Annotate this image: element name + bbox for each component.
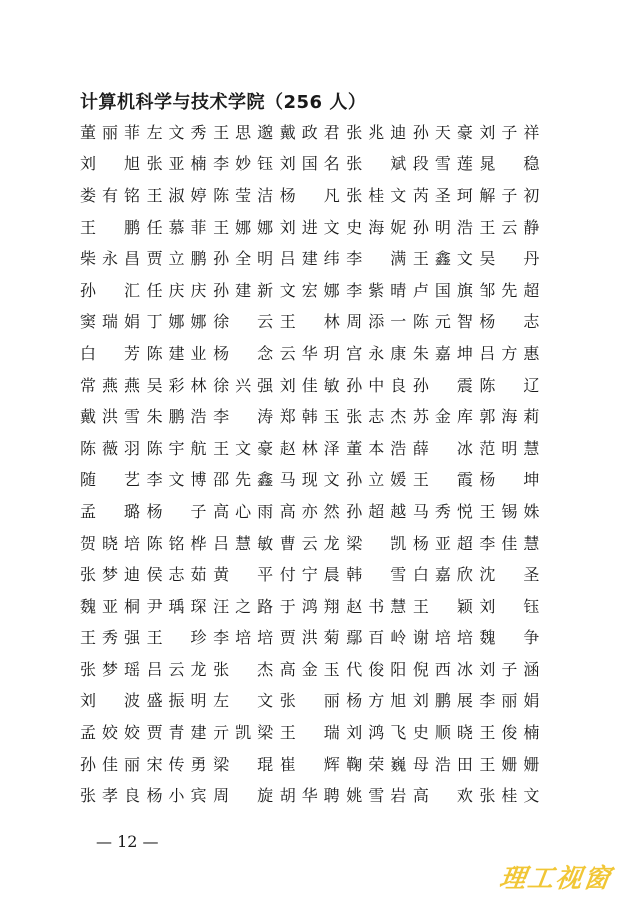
student-name: 贾 青 建 xyxy=(146,723,207,743)
student-name: 杨 方 旭 xyxy=(346,691,407,711)
student-name: 李 佳 慧 xyxy=(479,533,540,553)
student-name: 王 霞 xyxy=(412,470,473,490)
student-name: 杨 念 xyxy=(213,343,274,363)
student-name: 白 嘉 欣 xyxy=(412,565,473,585)
student-name: 郭 海 莉 xyxy=(479,407,540,427)
student-name: 亓 凯 梁 xyxy=(213,723,274,743)
student-name: 倪 西 冰 xyxy=(412,659,473,679)
name-list xyxy=(80,117,546,812)
student-name: 赵 书 慧 xyxy=(346,596,407,616)
student-name: 孙 佳 丽 xyxy=(80,754,140,774)
student-name: 史 海 妮 xyxy=(346,217,407,237)
student-name: 邹 先 超 xyxy=(479,280,540,300)
student-name: 董 丽 菲 xyxy=(80,122,140,142)
student-name: 任 庆 庆 xyxy=(146,280,207,300)
student-name: 王 颖 xyxy=(412,596,473,616)
student-name: 吴 彩 林 xyxy=(146,375,207,395)
student-name: 王 秀 强 xyxy=(80,628,140,648)
student-name: 盛 振 明 xyxy=(146,691,207,711)
student-name: 孙 全 明 xyxy=(213,249,274,269)
student-name: 杨 亚 超 xyxy=(412,533,473,553)
student-name: 陈 薇 羽 xyxy=(80,438,140,458)
student-name: 黄 平 xyxy=(213,565,274,585)
student-name: 刘 子 涵 xyxy=(479,659,540,679)
student-name: 李 文 博 xyxy=(146,470,207,490)
student-name: 周 添 一 xyxy=(346,312,407,332)
student-name: 于 鸿 翔 xyxy=(279,596,340,616)
student-name: 李 培 培 xyxy=(213,628,274,648)
student-name: 朱 嘉 坤 xyxy=(412,343,473,363)
student-name: 陈 莹 洁 xyxy=(213,185,274,205)
student-name: 杨 凡 xyxy=(279,185,340,205)
student-name: 鄢 百 岭 xyxy=(346,628,407,648)
student-name: 王 锡 姝 xyxy=(479,501,540,521)
student-name: 王 林 xyxy=(279,312,340,332)
student-name: 柴 永 昌 xyxy=(80,249,140,269)
student-name: 戴 洪 雪 xyxy=(80,407,140,427)
student-name: 孟 姣 姣 xyxy=(80,723,140,743)
student-name: 李 涛 xyxy=(213,407,274,427)
student-name: 刘 佳 敏 xyxy=(279,375,340,395)
student-name: 孙 立 媛 xyxy=(346,470,407,490)
student-name: 高 金 玉 xyxy=(279,659,340,679)
student-name: 陈 辽 xyxy=(479,375,540,395)
student-name: 王 姗 姗 xyxy=(479,754,540,774)
page-number: — 12 — xyxy=(96,832,159,851)
student-name: 张 兆 迪 xyxy=(346,122,407,142)
student-name: 李 丽 娟 xyxy=(479,691,540,711)
page-heading: 计算机科学与技术学院（256 人） xyxy=(80,92,367,113)
watermark-logo: 理工视窗 xyxy=(497,864,614,894)
student-name: 戴 政 君 xyxy=(279,122,340,142)
student-name: 王 文 豪 xyxy=(213,438,274,458)
student-name: 左 文 xyxy=(213,691,274,711)
student-name: 随 艺 xyxy=(80,470,140,490)
student-name: 薛 冰 xyxy=(412,438,473,458)
student-name: 娄 有 铭 xyxy=(80,185,140,205)
student-name: 李 紫 晴 xyxy=(346,280,407,300)
student-name: 常 燕 燕 xyxy=(80,375,140,395)
student-name: 陈 元 智 xyxy=(412,312,473,332)
student-name: 马 秀 悦 xyxy=(412,501,473,521)
student-name: 付 宁 晨 xyxy=(279,565,340,585)
student-name: 邵 先 鑫 xyxy=(213,470,274,490)
student-name: 尹 瑀 琛 xyxy=(146,596,207,616)
student-name: 沈 圣 xyxy=(479,565,540,585)
student-name: 张 孝 良 xyxy=(80,786,140,806)
student-name: 高 亦 然 xyxy=(279,501,340,521)
student-name: 孙 震 xyxy=(412,375,473,395)
student-name: 董 本 浩 xyxy=(346,438,407,458)
student-name: 魏 争 xyxy=(479,628,540,648)
student-name: 张 杰 xyxy=(213,659,274,679)
student-name: 范 明 慧 xyxy=(479,438,540,458)
student-name: 杨 志 xyxy=(479,312,540,332)
student-name: 芮 圣 珂 xyxy=(412,185,473,205)
student-name: 云 华 玥 xyxy=(279,343,340,363)
student-name: 解 子 初 xyxy=(479,185,540,205)
student-name: 王 云 静 xyxy=(479,217,540,237)
student-name: 高 心 雨 xyxy=(213,501,274,521)
student-name: 刘 鸿 飞 xyxy=(346,723,407,743)
student-name: 吕 云 龙 xyxy=(146,659,207,679)
student-name: 孙 建 新 xyxy=(213,280,274,300)
student-name: 贾 洪 菊 xyxy=(279,628,340,648)
student-name: 吴 丹 xyxy=(479,249,540,269)
student-name: 梁 琨 xyxy=(213,754,274,774)
student-name: 谢 培 培 xyxy=(412,628,473,648)
student-name: 孟 璐 xyxy=(80,501,140,521)
student-name: 丁 娜 娜 xyxy=(146,312,207,332)
student-name: 孙 汇 xyxy=(80,280,140,300)
student-name: 张 桂 文 xyxy=(346,185,407,205)
student-name: 马 现 文 xyxy=(279,470,340,490)
student-name: 贺 晓 培 xyxy=(80,533,140,553)
student-name: 白 芳 xyxy=(80,343,140,363)
student-name: 王 瑞 xyxy=(279,723,340,743)
student-name: 吕 建 纬 xyxy=(279,249,340,269)
student-name: 侯 志 茹 xyxy=(146,565,207,585)
student-name: 胡 华 聘 xyxy=(279,786,340,806)
student-name: 李 满 xyxy=(346,249,407,269)
student-name: 王 思 邈 xyxy=(213,122,274,142)
student-name: 张 斌 xyxy=(346,154,407,174)
student-name: 陈 铭 桦 xyxy=(146,533,207,553)
student-name: 陈 宇 航 xyxy=(146,438,207,458)
student-name: 杨 子 xyxy=(146,501,207,521)
student-name: 杨 坤 xyxy=(479,470,540,490)
student-name: 郑 韩 玉 xyxy=(279,407,340,427)
student-name: 张 志 杰 xyxy=(346,407,407,427)
student-name: 吕 慧 敏 xyxy=(213,533,274,553)
student-name: 王 娜 娜 xyxy=(213,217,274,237)
student-name: 魏 亚 桐 xyxy=(80,596,140,616)
student-name: 孙 超 越 xyxy=(346,501,407,521)
student-name: 张 亚 楠 xyxy=(146,154,207,174)
student-name: 苏 金 库 xyxy=(412,407,473,427)
student-name: 贾 立 鹏 xyxy=(146,249,207,269)
student-name: 孙 天 豪 xyxy=(412,122,473,142)
student-name: 宫 永 康 xyxy=(346,343,407,363)
student-name: 韩 雪 xyxy=(346,565,407,585)
student-name: 刘 国 名 xyxy=(279,154,340,174)
student-name: 孙 中 良 xyxy=(346,375,407,395)
student-name: 宋 传 勇 xyxy=(146,754,207,774)
student-name: 王 俊 楠 xyxy=(479,723,540,743)
student-name: 刘 波 xyxy=(80,691,140,711)
student-name: 孙 明 浩 xyxy=(412,217,473,237)
student-name: 周 旋 xyxy=(213,786,274,806)
student-name: 刘 子 祥 xyxy=(479,122,540,142)
student-name: 段 雪 莲 xyxy=(412,154,473,174)
student-name: 崔 辉 xyxy=(279,754,340,774)
student-name: 王 珍 xyxy=(146,628,207,648)
student-name: 曹 云 龙 xyxy=(279,533,340,553)
student-name: 刘 鹏 展 xyxy=(412,691,473,711)
student-name: 文 宏 娜 xyxy=(279,280,340,300)
student-name: 陈 建 业 xyxy=(146,343,207,363)
student-name: 张 梦 迪 xyxy=(80,565,140,585)
student-name: 张 丽 xyxy=(279,691,340,711)
student-name: 朱 鹏 浩 xyxy=(146,407,207,427)
student-name: 王 淑 婷 xyxy=(146,185,207,205)
student-name: 徐 兴 强 xyxy=(213,375,274,395)
student-name: 梁 凯 xyxy=(346,533,407,553)
student-name: 代 俊 阳 xyxy=(346,659,407,679)
student-name: 王 鑫 文 xyxy=(412,249,473,269)
student-name: 杨 小 宾 xyxy=(146,786,207,806)
student-name: 吕 方 惠 xyxy=(479,343,540,363)
student-name: 刘 钰 xyxy=(479,596,540,616)
student-name: 窦 瑞 娟 xyxy=(80,312,140,332)
student-name: 汪 之 路 xyxy=(213,596,274,616)
student-name: 任 慕 菲 xyxy=(146,217,207,237)
student-name: 王 鹏 xyxy=(80,217,140,237)
student-name: 史 顺 晓 xyxy=(412,723,473,743)
student-name: 张 梦 瑶 xyxy=(80,659,140,679)
student-name: 鞠 荣 巍 xyxy=(346,754,407,774)
student-name: 刘 旭 xyxy=(80,154,140,174)
student-name: 张 桂 文 xyxy=(479,786,540,806)
student-name: 姚 雪 岩 xyxy=(346,786,407,806)
student-name: 左 文 秀 xyxy=(146,122,207,142)
student-name: 刘 进 文 xyxy=(279,217,340,237)
student-name: 母 浩 田 xyxy=(412,754,473,774)
student-name: 徐 云 xyxy=(213,312,274,332)
student-name: 赵 林 泽 xyxy=(279,438,340,458)
student-name: 晁 稳 xyxy=(479,154,540,174)
student-name: 卢 国 旗 xyxy=(412,280,473,300)
student-name: 高 欢 xyxy=(412,786,473,806)
student-name: 李 妙 钰 xyxy=(213,154,274,174)
